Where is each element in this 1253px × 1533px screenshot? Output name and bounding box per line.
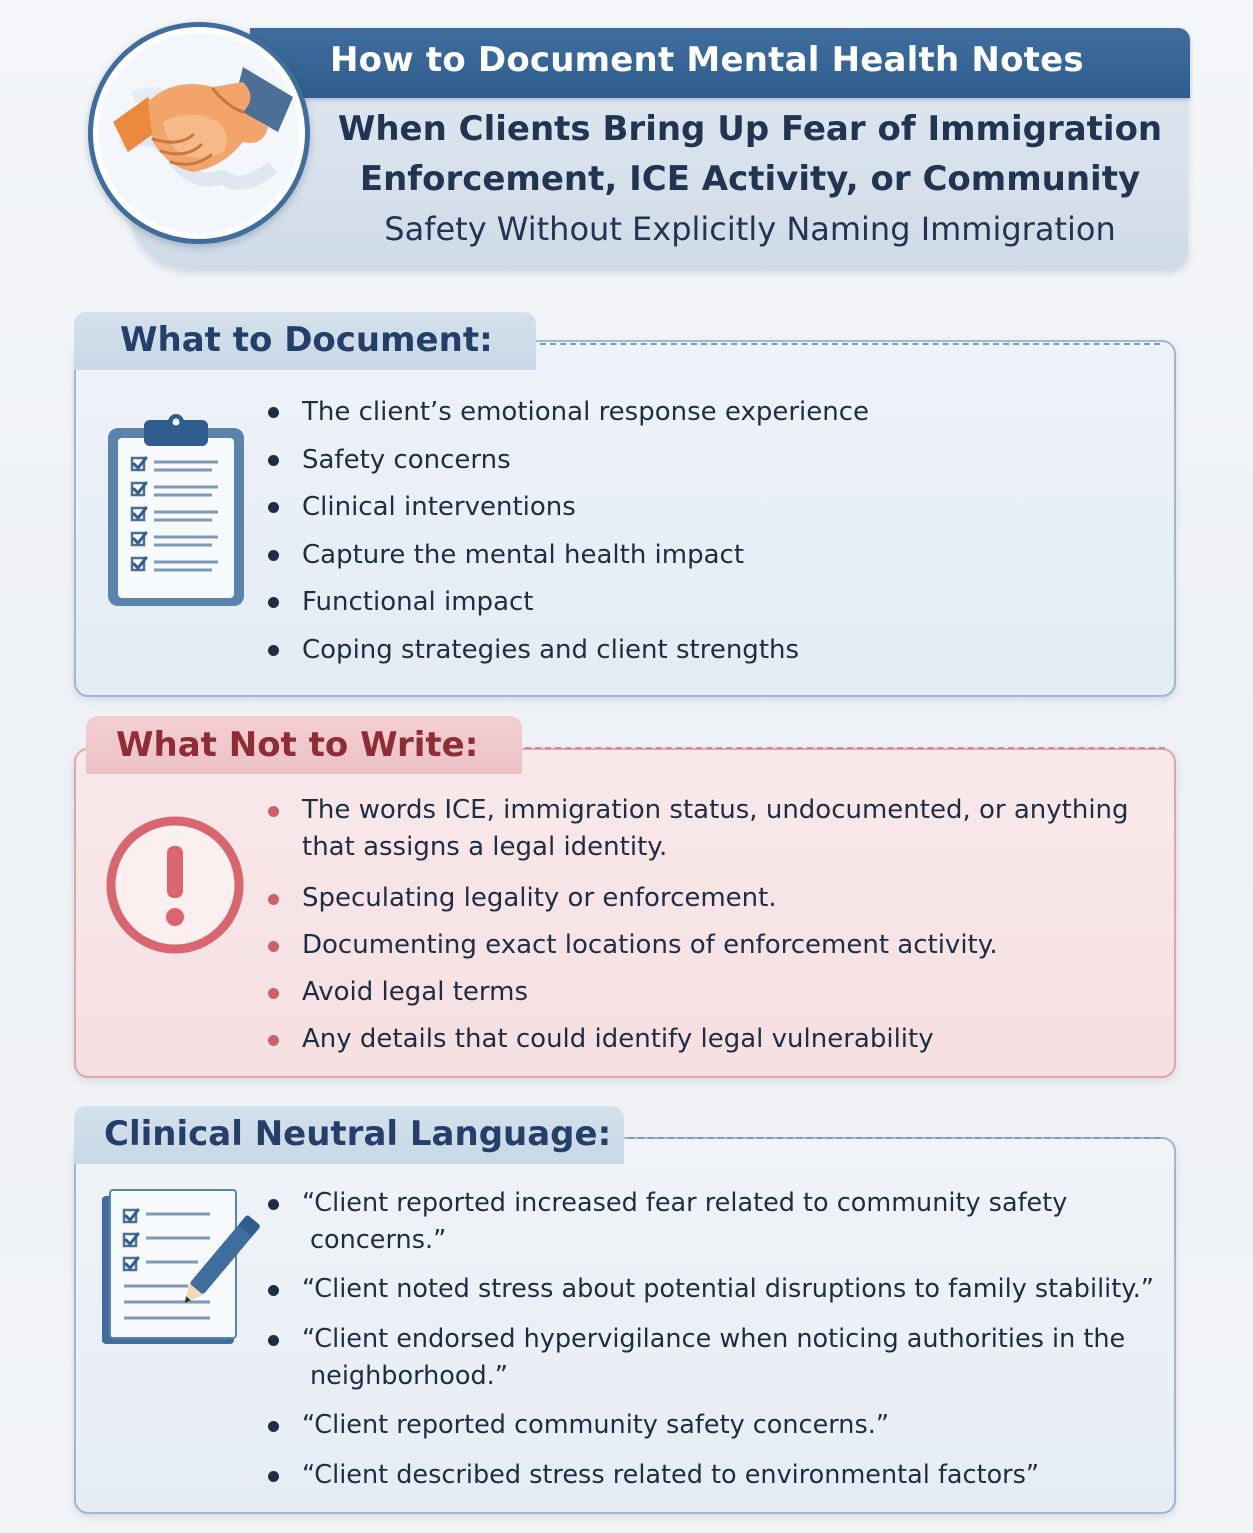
bullet-icon <box>268 550 279 561</box>
list-item: Coping strategies and client strengths <box>268 627 869 675</box>
list-item: “Client endorsed hypervigilance when noticing authorities in the neighborhood.” <box>268 1321 1154 1395</box>
page-title: How to Document Mental Health Notes <box>330 40 1084 80</box>
clinical-neutral-language-list <box>268 1185 1154 1507</box>
bullet-icon <box>268 645 279 656</box>
subtitle-line-3: Safety Without Explicitly Naming Immigration <box>384 210 1116 248</box>
list-item: Speculating legality or enforcement. <box>268 880 1129 917</box>
what-to-document-list <box>268 389 869 675</box>
subtitle-line-1: When Clients Bring Up Fear of Immigration <box>337 109 1163 149</box>
bullet-icon <box>268 407 279 418</box>
bullet-icon <box>268 1335 279 1346</box>
clinical-neutral-language-heading: Clinical Neutral Language: <box>104 1114 612 1154</box>
list-item: Any details that could identify legal vulnerability <box>268 1021 1129 1058</box>
bullet-icon <box>268 1471 279 1482</box>
page-subtitle <box>320 104 1180 254</box>
bullet-icon <box>268 1199 279 1210</box>
list-item: The client’s emotional response experience <box>268 389 869 437</box>
list-item: “Client noted stress about potential disruptions to family stability.” <box>268 1271 1154 1308</box>
bullet-icon <box>268 941 279 952</box>
list-item: Clinical interventions <box>268 484 869 532</box>
what-to-document-heading: What to Document: <box>120 320 493 360</box>
clipboard-checklist-icon <box>104 412 248 614</box>
bullet-icon <box>268 806 279 817</box>
section-divider <box>628 1137 1160 1139</box>
notes-pen-icon <box>98 1186 260 1352</box>
list-item: Capture the mental health impact <box>268 532 869 580</box>
list-item: Functional impact <box>268 579 869 627</box>
list-item: “Client reported increased fear related to community safety concerns.” <box>268 1185 1154 1259</box>
alert-icon <box>104 814 246 960</box>
what-not-to-write-list <box>268 792 1129 1068</box>
list-item: Documenting exact locations of enforcement activity. <box>268 927 1129 964</box>
what-not-to-write-heading: What Not to Write: <box>116 725 479 765</box>
section-divider <box>525 747 1165 749</box>
bullet-icon <box>268 1285 279 1296</box>
bullet-icon <box>268 597 279 608</box>
list-item: The words ICE, immigration status, undocumented, or anything that assigns a legal identity. <box>268 792 1129 866</box>
bullet-icon <box>268 894 279 905</box>
handshake-icon <box>88 22 310 244</box>
list-item: “Client reported community safety concerns.” <box>268 1407 1154 1444</box>
bullet-icon <box>268 502 279 513</box>
bullet-icon <box>268 988 279 999</box>
bullet-icon <box>268 1035 279 1046</box>
subtitle-line-2: Enforcement, ICE Activity, or Community <box>359 159 1141 199</box>
list-item: Safety concerns <box>268 437 869 485</box>
list-item: “Client described stress related to environmental factors” <box>268 1457 1154 1494</box>
bullet-icon <box>268 1421 279 1432</box>
bullet-icon <box>268 455 279 466</box>
section-divider <box>540 343 1160 345</box>
list-item: Avoid legal terms <box>268 974 1129 1011</box>
